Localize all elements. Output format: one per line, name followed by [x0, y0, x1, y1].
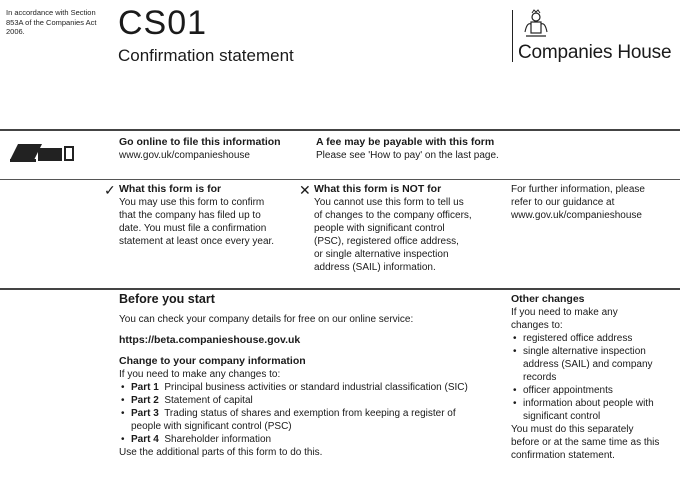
other-item-text: records [523, 372, 557, 383]
form-not-for-line: address (SAIL) information. [314, 262, 436, 273]
service-link[interactable]: https://beta.companieshouse.gov.uk [119, 334, 301, 346]
form-not-for-line: of changes to the company officers, [314, 210, 472, 221]
form-not-for-heading: What this form is NOT for [314, 183, 442, 195]
other-item-text: address (SAIL) and company [523, 359, 653, 370]
part-text: Trading status of shares and exemption from keeping a register of [164, 408, 456, 419]
other-outro-line: before or at the same time as this [511, 437, 660, 448]
other-item-text: single alternative inspection [523, 346, 646, 357]
form-for-line: date. You must file a confirmation [119, 223, 267, 234]
royal-crest-icon [522, 8, 550, 38]
legal-note: In accordance with Section 853A of the Companies Act 2006. [6, 8, 97, 36]
part-label: Part 4 [131, 434, 159, 445]
list-item [119, 407, 499, 433]
part-label: Part 2 [131, 395, 159, 406]
section-rule [0, 288, 680, 290]
form-for-line: You may use this form to confirm [119, 197, 265, 208]
form-title: Confirmation statement [118, 46, 294, 65]
other-outro-line: You must do this separately [511, 424, 634, 435]
parts-list [119, 381, 499, 446]
other-heading: Other changes [511, 293, 585, 305]
form-for-heading: What this form is for [119, 183, 222, 195]
fee-text: Please see 'How to pay' on the last page. [316, 150, 499, 161]
before-you-start-block [119, 292, 499, 459]
form-not-for-line: people with significant control [314, 223, 445, 234]
fee-heading: A fee may be payable with this form [316, 136, 495, 148]
form-not-for-line: You cannot use this form to tell us [314, 197, 464, 208]
other-intro-line: changes to: [511, 320, 563, 331]
other-list [511, 332, 676, 423]
other-item-text: registered office address [523, 333, 633, 344]
form-for-line: statement at least once every year. [119, 236, 275, 247]
other-item-text: information about people with [523, 398, 654, 409]
online-url[interactable]: www.gov.uk/companieshouse [119, 150, 250, 161]
form-code: CS01 [118, 4, 208, 42]
cross-icon: ✕ [299, 182, 311, 198]
part-label: Part 1 [131, 382, 159, 393]
change-heading: Change to your company information [119, 355, 306, 367]
further-info-url[interactable]: www.gov.uk/companieshouse [511, 210, 642, 221]
before-heading: Before you start [119, 292, 215, 306]
list-item [511, 384, 676, 397]
part-text: Principal business activities or standard industrial classification (SIC) [164, 382, 468, 393]
form-not-for-block [314, 183, 472, 274]
part-label: Part 3 [131, 408, 159, 419]
part-text: Statement of capital [164, 395, 253, 406]
list-item [119, 394, 499, 407]
list-item [511, 332, 676, 345]
list-item [119, 433, 499, 446]
form-for-line: that the company has filed up to [119, 210, 261, 221]
further-info-line: For further information, please [511, 184, 645, 195]
part-text: Shareholder information [164, 434, 272, 445]
other-outro-line: confirmation statement. [511, 450, 615, 461]
online-heading: Go online to file this information [119, 136, 281, 148]
other-changes-block [511, 293, 676, 462]
change-footer: Use the additional parts of this form to do this. [119, 447, 323, 458]
online-block [119, 136, 281, 162]
form-for-block [119, 183, 274, 248]
section-rule [0, 179, 680, 180]
other-item-text: significant control [523, 411, 601, 422]
change-intro: If you need to make any changes to: [119, 369, 281, 380]
further-info-line: refer to our guidance at [511, 197, 615, 208]
list-item [119, 381, 499, 394]
list-item [511, 397, 676, 423]
fee-block [316, 136, 499, 162]
other-item-text: officer appointments [523, 385, 613, 396]
form-not-for-line: (PSC), registered office address, [314, 236, 459, 247]
list-item [511, 345, 676, 384]
section-rule [0, 129, 680, 131]
other-intro-line: If you need to make any [511, 307, 618, 318]
logo-divider [512, 10, 513, 62]
before-intro: You can check your company details for free on our online service: [119, 314, 414, 325]
part-text-continued: people with significant control (PSC) [131, 421, 292, 432]
check-icon: ✓ [104, 182, 116, 198]
further-info-block [511, 183, 645, 222]
org-name: Companies House [518, 42, 672, 63]
devices-icon [8, 138, 78, 162]
form-not-for-line: or single alternative inspection [314, 249, 449, 260]
